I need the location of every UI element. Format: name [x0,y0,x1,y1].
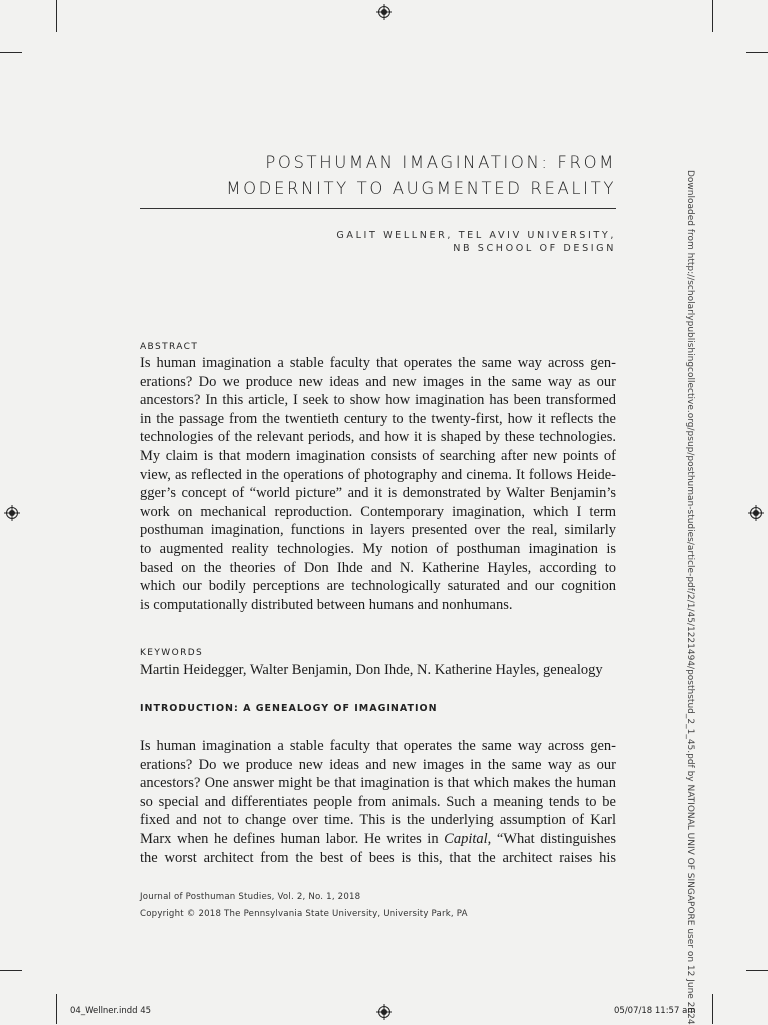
registration-mark-icon [748,505,764,521]
text-line: which our bodily perceptions are technologically saturated and our cognition [140,578,616,595]
introduction-text [140,737,616,867]
text-line: Martin Heidegger, Walter Benjamin, Don Ihde, N. Katherine Hayles, genealogy [140,662,603,678]
article-title [140,150,616,202]
author-affiliation [140,229,616,255]
abstract-text [140,354,616,614]
registration-mark-icon [376,1004,392,1020]
abstract-label: ABSTRACT [140,342,199,352]
text-line: posthuman imagination, functions in layers presented over the real, similarly [140,522,616,539]
text-line: so special and differentiates people from animals. Such a meaning tends to be [140,793,616,810]
keywords-text [140,661,616,680]
author-line: GALIT WELLNER, TEL AVIV UNIVERSITY, [336,230,616,241]
crop-mark [712,994,713,1024]
title-line: POSTHUMAN IMAGINATION: FROM [265,153,616,172]
copyright-notice: Copyright © 2018 The Pennsylvania State University, University Park, PA [140,909,468,919]
crop-mark [56,0,57,32]
slug-filename: 04_Wellner.indd 45 [70,1006,152,1016]
text-line: to augmented reality technologies. My notion of posthuman imagination is [140,540,616,557]
text-line: Is human imagination a stable faculty that operates the same way across gen- [140,355,616,371]
journal-citation: Journal of Posthuman Studies, Vol. 2, No. 1, 2018 [140,892,361,902]
title-line: MODERNITY TO AUGMENTED REALITY [226,179,616,198]
download-watermark: Downloaded from http://scholarlypublishingcollective.org/psup/posthuman-studies/article-pdf/2/1/45/1221494/posthstud_2_1_45.pdf by NATIONAL UNIV OF SINGAPORE user on 12 June 2024 [685,170,695,1025]
slug-datetime: 05/07/18 11:57 am [614,1006,696,1016]
book-title: Capital [444,830,488,847]
text-line: in the passage from the twentieth century to the twenty-first, how it reflects the [140,410,616,427]
text-fragment: , “What distinguishes [487,830,616,847]
text-line: ancestors? One answer might be that imagination is that which makes the human [140,775,616,792]
registration-mark-icon [376,4,392,20]
author-line: NB SCHOOL OF DESIGN [453,243,616,254]
text-line: fixed and not to change over time. This is the underlying assumption of Karl [140,812,616,829]
text-line: technologies of the relevant periods, and how it is shaped by these technologies. [140,429,616,446]
text-line: erations? Do we produce new ideas and new images in the same way as our [140,756,616,773]
registration-mark-icon [4,505,20,521]
text-line: the worst architect from the best of bees is this, that the architect raises his [140,849,616,866]
crop-mark [746,970,768,971]
text-line [140,830,616,849]
text-line: ancestors? In this article, I seek to show how imagination has been transformed [140,392,616,409]
title-divider [140,208,616,209]
text-line: My claim is that modern imagination consists of searching after new points of [140,447,616,464]
text-line: erations? Do we produce new ideas and new images in the same way as our [140,373,616,390]
text-line: work on mechanical reproduction. Contemporary imagination, which I term [140,503,616,520]
text-line: Is human imagination a stable faculty that operates the same way across gen- [140,738,616,754]
crop-mark [746,52,768,53]
crop-mark [712,0,713,32]
text-line: based on the theories of Don Ihde and N. Katherine Hayles, according to [140,559,616,576]
crop-mark [56,994,57,1024]
section-heading: INTRODUCTION: A GENEALOGY OF IMAGINATION [140,703,438,714]
keywords-label: KEYWORDS [140,648,204,658]
text-line: view, as reflected in the operations of photography and cinema. It follows Heide- [140,466,616,483]
crop-mark [0,52,22,53]
crop-mark [0,970,22,971]
text-fragment: Marx when he defines human labor. He writes in [140,830,445,847]
text-line: is computationally distributed between humans and nonhumans. [140,596,513,613]
text-line: gger’s concept of “world picture” and it is demonstrated by Walter Benjamin’s [140,485,616,502]
